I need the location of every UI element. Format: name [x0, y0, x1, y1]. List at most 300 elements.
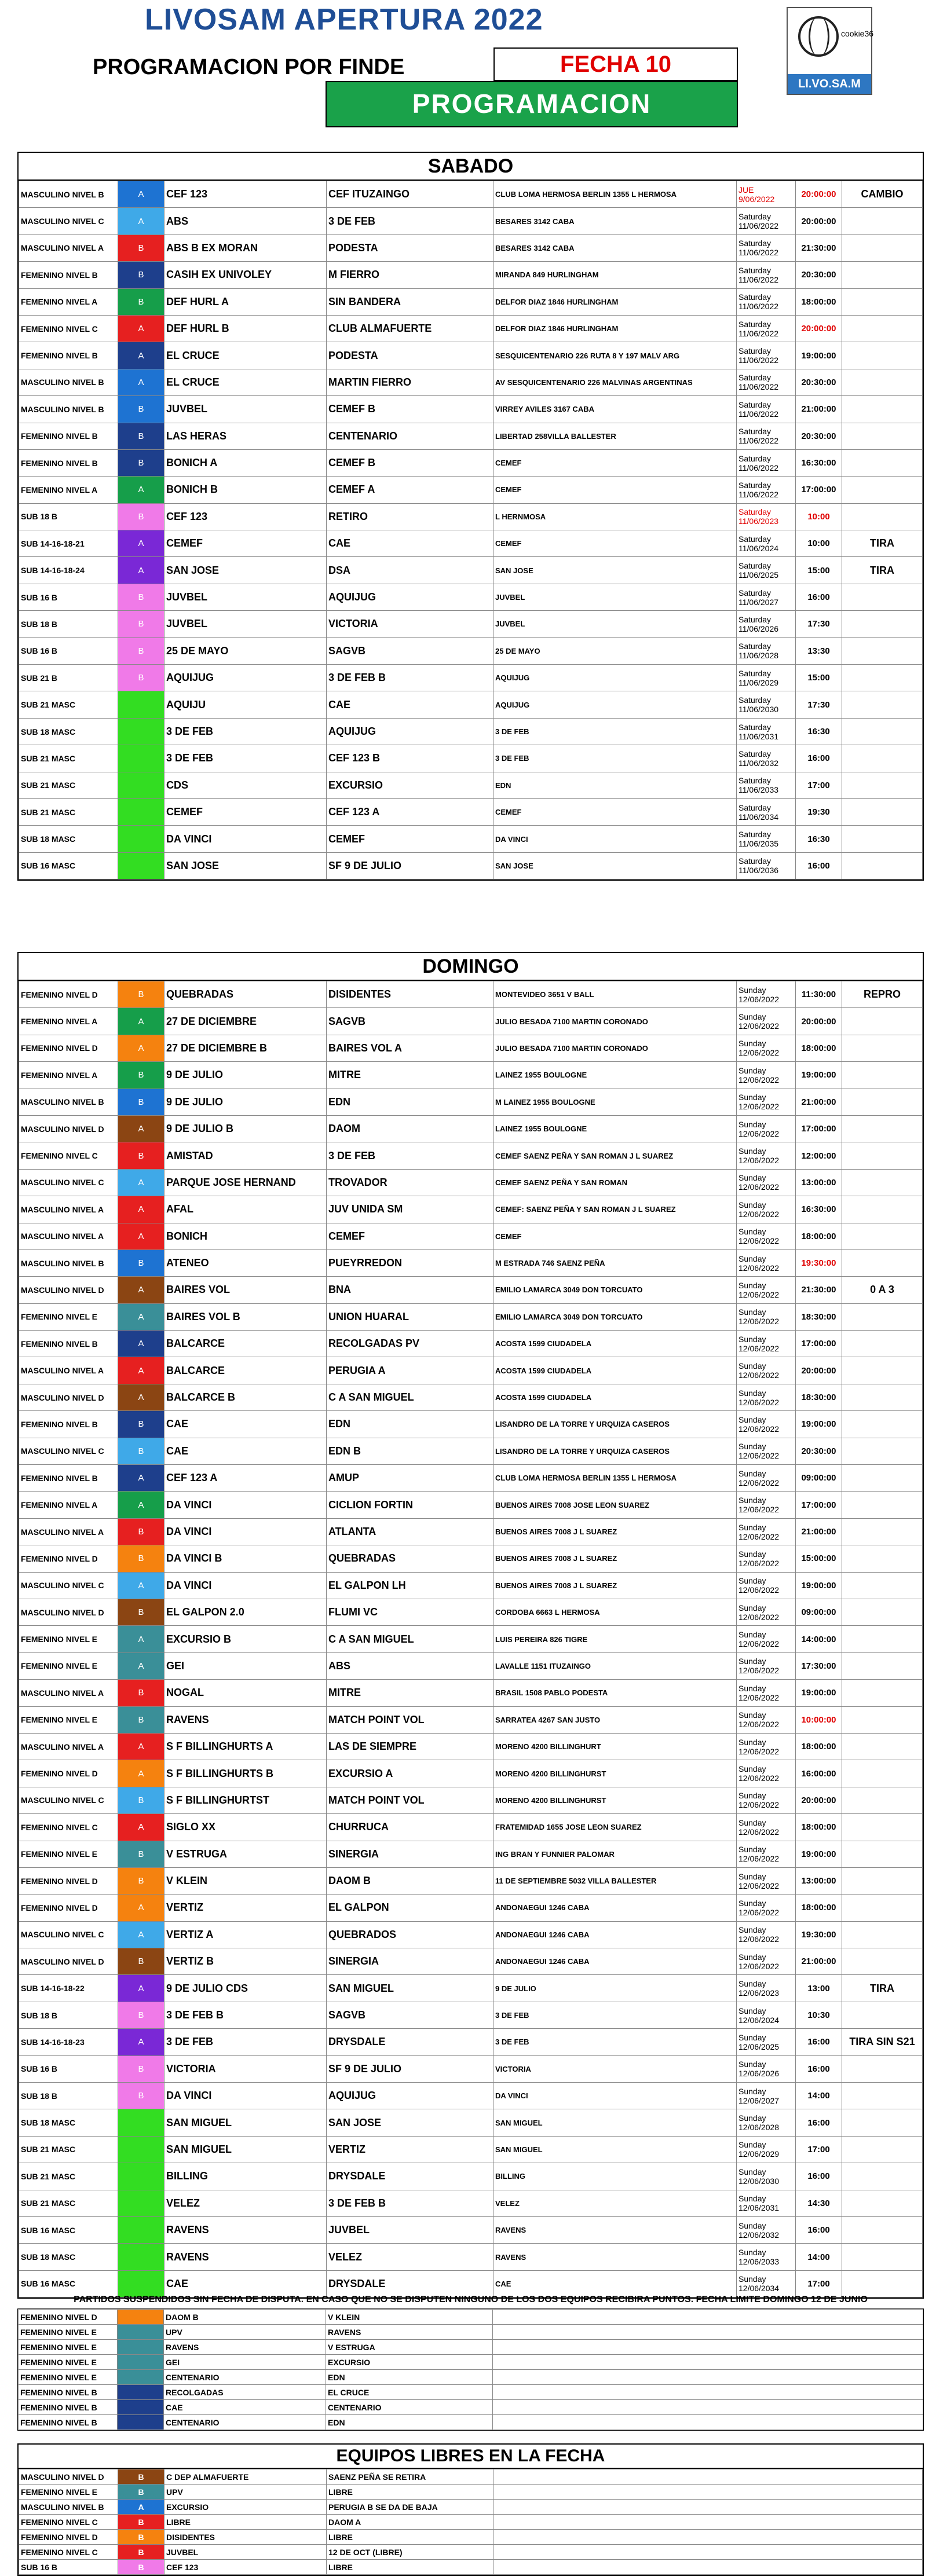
- home-team-cell: BONICH A: [164, 449, 327, 476]
- home-team-cell: VICTORIA: [164, 2055, 327, 2082]
- level-badge: B: [118, 1438, 164, 1464]
- home-team-cell: BALCARCE: [164, 1357, 327, 1384]
- observation-cell: [842, 2002, 923, 2028]
- observation-cell: [842, 1787, 923, 1813]
- league-logo: [787, 7, 872, 95]
- empty-cell: [493, 2310, 923, 2325]
- away-team-cell: CLUB ALMAFUERTE: [327, 315, 493, 342]
- level-badge: B: [118, 1680, 164, 1706]
- venue-cell: CEMEF: [493, 449, 737, 476]
- venue-cell: BUENOS AIRES 7008 J L SUAREZ: [493, 1545, 737, 1572]
- observation-cell: [842, 798, 923, 825]
- home-team-cell: 3 DE FEB B: [164, 2002, 327, 2028]
- away-team-cell: BAIRES VOL A: [327, 1035, 493, 1061]
- pending-matches-section: [17, 2308, 924, 2431]
- date-cell: Saturday 11/06/2031: [737, 718, 796, 745]
- match-row: [19, 1760, 923, 1787]
- category-cell: FEMENINO NIVEL D: [19, 2310, 118, 2325]
- level-badge: A: [118, 315, 164, 342]
- time-cell: 09:00:00: [796, 1465, 842, 1492]
- date-cell: Sunday 12/06/2023: [737, 1975, 796, 2002]
- away-team-cell: SINERGIA: [327, 1841, 493, 1867]
- level-badge: B: [118, 1706, 164, 1733]
- match-row: [19, 503, 923, 530]
- home-team-cell: CEF 123: [164, 181, 327, 208]
- domingo-section: [17, 952, 924, 2299]
- observation-cell: [842, 1115, 923, 1142]
- time-cell: 16:00:00: [796, 1760, 842, 1787]
- venue-cell: BRASIL 1508 PABLO PODESTA: [493, 1680, 737, 1706]
- category-cell: MASCULINO NIVEL C: [19, 1787, 118, 1813]
- level-badge: A: [118, 1303, 164, 1330]
- date-cell: Sunday 12/06/2022: [737, 1089, 796, 1115]
- date-cell: Sunday 12/06/2022: [737, 1895, 796, 1921]
- category-cell: MASCULINO NIVEL D: [19, 1115, 118, 1142]
- category-cell: MASCULINO NIVEL D: [19, 2469, 118, 2485]
- venue-cell: JULIO BESADA 7100 MARTIN CORONADO: [493, 1008, 737, 1035]
- level-badge: A: [118, 181, 164, 208]
- venue-cell: AQUIJUG: [493, 691, 737, 718]
- venue-cell: CEMEF SAENZ PEÑA Y SAN ROMAN: [493, 1169, 737, 1196]
- category-cell: SUB 21 MASC: [19, 2136, 118, 2163]
- level-badge: B: [118, 449, 164, 476]
- match-row: [19, 369, 923, 395]
- match-row: [19, 477, 923, 503]
- time-cell: 19:30: [796, 798, 842, 825]
- date-cell: Sunday 12/06/2022: [737, 1384, 796, 1410]
- category-cell: MASCULINO NIVEL C: [19, 1572, 118, 1599]
- team-b-cell: V KLEIN: [326, 2310, 493, 2325]
- free-teams-table: [19, 2469, 923, 2575]
- observation-cell: [842, 691, 923, 718]
- empty-cell: [493, 2545, 923, 2560]
- venue-cell: FRATEMIDAD 1655 JOSE LEON SUAREZ: [493, 1814, 737, 1841]
- match-row: [19, 1411, 923, 1438]
- time-cell: 19:00:00: [796, 1572, 842, 1599]
- time-cell: 16:00: [796, 852, 842, 879]
- away-team-cell: PODESTA: [327, 234, 493, 261]
- date-cell: Sunday 12/06/2022: [737, 1249, 796, 1276]
- date-cell: Sunday 12/06/2022: [737, 1062, 796, 1089]
- date-cell: Sunday 12/06/2022: [737, 1115, 796, 1142]
- home-team-cell: SAN MIGUEL: [164, 2109, 327, 2136]
- level-badge: B: [118, 2560, 164, 2575]
- venue-cell: M LAINEZ 1955 BOULOGNE: [493, 1089, 737, 1115]
- category-cell: MASCULINO NIVEL B: [19, 2500, 118, 2515]
- date-cell: Sunday 12/06/2022: [737, 1948, 796, 1975]
- level-badge: [118, 2216, 164, 2243]
- away-team-cell: SINERGIA: [327, 1948, 493, 1975]
- venue-cell: CEMEF: SAENZ PEÑA Y SAN ROMAN J L SUAREZ: [493, 1196, 737, 1223]
- date-cell: Sunday 12/06/2022: [737, 1277, 796, 1303]
- away-team-cell: CHURRUCA: [327, 1814, 493, 1841]
- category-cell: MASCULINO NIVEL C: [19, 208, 118, 234]
- level-badge: A: [118, 1223, 164, 1249]
- home-team-cell: SAN JOSE: [164, 557, 327, 584]
- category-cell: SUB 14-16-18-21: [19, 530, 118, 557]
- team-a-cell: GEI: [164, 2355, 326, 2370]
- date-cell: Saturday 11/06/2022: [737, 396, 796, 423]
- level-badge: A: [118, 1357, 164, 1384]
- match-row: [19, 691, 923, 718]
- time-cell: 16:00: [796, 584, 842, 610]
- venue-cell: ANDONAEGUI 1246 CABA: [493, 1921, 737, 1948]
- category-cell: FEMENINO NIVEL D: [19, 1035, 118, 1061]
- level-badge: [118, 2244, 164, 2270]
- category-cell: FEMENINO NIVEL E: [19, 2355, 118, 2370]
- level-color-cell: [118, 2310, 164, 2325]
- time-cell: 13:00:00: [796, 1867, 842, 1894]
- away-team-cell: SAN MIGUEL: [327, 1975, 493, 2002]
- time-cell: 16:00: [796, 2055, 842, 2082]
- match-row: [19, 1008, 923, 1035]
- away-team-cell: JUV UNIDA SM: [327, 1196, 493, 1223]
- match-row: [19, 1223, 923, 1249]
- level-badge: B: [118, 2469, 164, 2485]
- level-badge: [118, 852, 164, 879]
- level-badge: A: [118, 1196, 164, 1223]
- category-cell: SUB 16 B: [19, 2055, 118, 2082]
- away-team-cell: CEF 123 B: [327, 745, 493, 772]
- time-cell: 18:00:00: [796, 1035, 842, 1061]
- home-team-cell: DA VINCI: [164, 1572, 327, 1599]
- match-row: [19, 1196, 923, 1223]
- match-row: [19, 1921, 923, 1948]
- venue-cell: LAVALLE 1151 ITUZAINGO: [493, 1652, 737, 1679]
- away-team-cell: CEMEF B: [327, 396, 493, 423]
- observation-cell: [842, 1223, 923, 1249]
- home-team-cell: ABS B EX MORAN: [164, 234, 327, 261]
- date-cell: Sunday 12/06/2022: [737, 1841, 796, 1867]
- category-cell: SUB 21 MASC: [19, 2190, 118, 2216]
- pending-row: [19, 2400, 923, 2415]
- level-badge: A: [118, 369, 164, 395]
- team-a-cell: JUVBEL: [164, 2545, 327, 2560]
- away-team-cell: SF 9 DE JULIO: [327, 2055, 493, 2082]
- category-cell: MASCULINO NIVEL A: [19, 234, 118, 261]
- category-cell: FEMENINO NIVEL E: [19, 1706, 118, 1733]
- date-cell: Saturday 11/06/2032: [737, 745, 796, 772]
- observation-cell: [842, 1841, 923, 1867]
- venue-cell: BUENOS AIRES 7008 JOSE LEON SUAREZ: [493, 1492, 737, 1518]
- date-cell: Sunday 12/06/2022: [737, 1196, 796, 1223]
- time-cell: 16:30:00: [796, 449, 842, 476]
- category-cell: FEMENINO NIVEL E: [19, 2485, 118, 2500]
- time-cell: 10:30: [796, 2002, 842, 2028]
- team-a-cell: EXCURSIO: [164, 2500, 327, 2515]
- observation-cell: [842, 1545, 923, 1572]
- time-cell: 17:00: [796, 2136, 842, 2163]
- venue-cell: CEMEF: [493, 477, 737, 503]
- away-team-cell: QUEBRADAS: [327, 1545, 493, 1572]
- logo-caption: cookie36: [841, 29, 874, 38]
- match-row: [19, 852, 923, 879]
- time-cell: 17:00:00: [796, 1331, 842, 1357]
- match-row: [19, 798, 923, 825]
- match-row: [19, 2002, 923, 2028]
- level-badge: A: [118, 342, 164, 369]
- category-cell: MASCULINO NIVEL B: [19, 1089, 118, 1115]
- home-team-cell: 3 DE FEB: [164, 718, 327, 745]
- away-team-cell: 3 DE FEB B: [327, 2190, 493, 2216]
- away-team-cell: DRYSDALE: [327, 2163, 493, 2190]
- sabado-section: [17, 152, 924, 881]
- date-cell: Saturday 11/06/2023: [737, 503, 796, 530]
- away-team-cell: PODESTA: [327, 342, 493, 369]
- venue-cell: CLUB LOMA HERMOSA BERLIN 1355 L HERMOSA: [493, 181, 737, 208]
- level-color-cell: [118, 2340, 164, 2355]
- category-cell: MASCULINO NIVEL A: [19, 1223, 118, 1249]
- team-a-cell: RAVENS: [164, 2340, 326, 2355]
- time-cell: 16:00: [796, 2109, 842, 2136]
- free-team-row: [19, 2530, 923, 2545]
- observation-cell: [842, 2055, 923, 2082]
- level-badge: B: [118, 584, 164, 610]
- team-a-cell: LIBRE: [164, 2515, 327, 2530]
- header: [0, 0, 925, 139]
- time-cell: 11:30:00: [796, 981, 842, 1008]
- category-cell: SUB 21 B: [19, 665, 118, 691]
- category-cell: FEMENINO NIVEL E: [19, 1626, 118, 1652]
- level-badge: A: [118, 1733, 164, 1760]
- date-cell: Saturday 11/06/2034: [737, 798, 796, 825]
- venue-cell: JUVBEL: [493, 611, 737, 637]
- observation-cell: [842, 1921, 923, 1948]
- away-team-cell: CEMEF B: [327, 449, 493, 476]
- venue-cell: 9 DE JULIO: [493, 1975, 737, 2002]
- date-cell: Sunday 12/06/2022: [737, 1867, 796, 1894]
- date-cell: Saturday 11/06/2022: [737, 342, 796, 369]
- match-row: [19, 234, 923, 261]
- category-cell: FEMENINO NIVEL C: [19, 1814, 118, 1841]
- venue-cell: M ESTRADA 746 SAENZ PEÑA: [493, 1249, 737, 1276]
- away-team-cell: MITRE: [327, 1680, 493, 1706]
- team-b-cell: EDN: [326, 2370, 493, 2385]
- level-badge: A: [118, 1760, 164, 1787]
- venue-cell: SESQUICENTENARIO 226 RUTA 8 Y 197 MALV ARG: [493, 342, 737, 369]
- home-team-cell: BAIRES VOL: [164, 1277, 327, 1303]
- home-team-cell: PARQUE JOSE HERNAND: [164, 1169, 327, 1196]
- category-cell: FEMENINO NIVEL A: [19, 477, 118, 503]
- level-badge: B: [118, 665, 164, 691]
- time-cell: 18:00:00: [796, 1895, 842, 1921]
- venue-cell: CEMEF: [493, 530, 737, 557]
- empty-cell: [493, 2469, 923, 2485]
- venue-cell: MONTEVIDEO 3651 V BALL: [493, 981, 737, 1008]
- time-cell: 15:00:00: [796, 1545, 842, 1572]
- observation-cell: [842, 1626, 923, 1652]
- observation-cell: [842, 1948, 923, 1975]
- category-cell: SUB 21 MASC: [19, 745, 118, 772]
- observation-cell: [842, 449, 923, 476]
- match-row: [19, 1089, 923, 1115]
- home-team-cell: EXCURSIO B: [164, 1626, 327, 1652]
- date-cell: Sunday 12/06/2022: [737, 1223, 796, 1249]
- level-badge: B: [118, 262, 164, 288]
- observation-cell: [842, 1895, 923, 1921]
- category-cell: SUB 16 MASC: [19, 852, 118, 879]
- away-team-cell: MATCH POINT VOL: [327, 1706, 493, 1733]
- time-cell: 20:30:00: [796, 369, 842, 395]
- category-cell: MASCULINO NIVEL A: [19, 1733, 118, 1760]
- match-row: [19, 2109, 923, 2136]
- time-cell: 19:00:00: [796, 1411, 842, 1438]
- home-team-cell: DA VINCI: [164, 826, 327, 852]
- away-team-cell: 3 DE FEB: [327, 208, 493, 234]
- home-team-cell: 3 DE FEB: [164, 745, 327, 772]
- match-row: [19, 1035, 923, 1061]
- home-team-cell: AQUIJU: [164, 691, 327, 718]
- away-team-cell: EDN: [327, 1089, 493, 1115]
- observation-cell: [842, 1411, 923, 1438]
- time-cell: 15:00: [796, 557, 842, 584]
- match-row: [19, 1680, 923, 1706]
- observation-cell: [842, 637, 923, 664]
- match-row: [19, 342, 923, 369]
- match-row: [19, 1948, 923, 1975]
- venue-cell: JULIO BESADA 7100 MARTIN CORONADO: [493, 1035, 737, 1061]
- home-team-cell: QUEBRADAS: [164, 981, 327, 1008]
- venue-cell: 25 DE MAYO: [493, 637, 737, 664]
- match-row: [19, 1384, 923, 1410]
- venue-cell: DA VINCI: [493, 2083, 737, 2109]
- time-cell: 20:30:00: [796, 1438, 842, 1464]
- away-team-cell: PUEYRREDON: [327, 1249, 493, 1276]
- date-cell: Sunday 12/06/2034: [737, 2270, 796, 2297]
- date-cell: Sunday 12/06/2022: [737, 1008, 796, 1035]
- home-team-cell: CEMEF: [164, 798, 327, 825]
- observation-cell: [842, 1572, 923, 1599]
- observation-cell: [842, 1008, 923, 1035]
- venue-cell: LISANDRO DE LA TORRE Y URQUIZA CASEROS: [493, 1411, 737, 1438]
- sabado-table: [19, 181, 923, 880]
- level-badge: A: [118, 1975, 164, 2002]
- time-cell: 20:00:00: [796, 1008, 842, 1035]
- level-color-cell: [118, 2355, 164, 2370]
- match-row: [19, 772, 923, 798]
- programacion-banner: PROGRAMACION: [326, 81, 738, 127]
- home-team-cell: EL GALPON 2.0: [164, 1599, 327, 1625]
- away-team-cell: DAOM B: [327, 1867, 493, 1894]
- time-cell: 19:00:00: [796, 1841, 842, 1867]
- category-cell: MASCULINO NIVEL C: [19, 1169, 118, 1196]
- level-badge: B: [118, 503, 164, 530]
- match-row: [19, 1706, 923, 1733]
- away-team-cell: 3 DE FEB B: [327, 665, 493, 691]
- observation-cell: [842, 288, 923, 315]
- date-cell: Sunday 12/06/2022: [737, 1438, 796, 1464]
- level-color-cell: [118, 2385, 164, 2400]
- away-team-cell: DRYSDALE: [327, 2270, 493, 2297]
- date-cell: Saturday 11/06/2029: [737, 665, 796, 691]
- date-cell: Saturday 11/06/2022: [737, 477, 796, 503]
- time-cell: 17:00:00: [796, 1115, 842, 1142]
- category-cell: SUB 18 B: [19, 2083, 118, 2109]
- match-row: [19, 745, 923, 772]
- home-team-cell: AFAL: [164, 1196, 327, 1223]
- venue-cell: EDN: [493, 772, 737, 798]
- observation-cell: [842, 342, 923, 369]
- category-cell: FEMENINO NIVEL C: [19, 2545, 118, 2560]
- observation-cell: [842, 772, 923, 798]
- category-cell: MASCULINO NIVEL C: [19, 1921, 118, 1948]
- category-cell: FEMENINO NIVEL E: [19, 2370, 118, 2385]
- home-team-cell: EL CRUCE: [164, 369, 327, 395]
- observation-cell: [842, 1303, 923, 1330]
- date-cell: Sunday 12/06/2026: [737, 2055, 796, 2082]
- home-team-cell: ATENEO: [164, 1249, 327, 1276]
- time-cell: 14:00:00: [796, 1626, 842, 1652]
- away-team-cell: VICTORIA: [327, 611, 493, 637]
- date-cell: Sunday 12/06/2032: [737, 2216, 796, 2243]
- category-cell: SUB 18 MASC: [19, 2244, 118, 2270]
- level-badge: A: [118, 1465, 164, 1492]
- away-team-cell: ABS: [327, 1652, 493, 1679]
- level-badge: B: [118, 637, 164, 664]
- category-cell: FEMENINO NIVEL D: [19, 1760, 118, 1787]
- level-badge: B: [118, 2485, 164, 2500]
- date-cell: Sunday 12/06/2022: [737, 1787, 796, 1813]
- date-cell: Sunday 12/06/2022: [737, 981, 796, 1008]
- home-team-cell: DA VINCI: [164, 1492, 327, 1518]
- time-cell: 20:30:00: [796, 262, 842, 288]
- team-a-cell: CAE: [164, 2400, 326, 2415]
- away-team-cell: AQUIJUG: [327, 2083, 493, 2109]
- observation-cell: [842, 1680, 923, 1706]
- match-row: [19, 665, 923, 691]
- venue-cell: 3 DE FEB: [493, 745, 737, 772]
- pending-row: [19, 2325, 923, 2340]
- match-row: [19, 981, 923, 1008]
- level-badge: A: [118, 1921, 164, 1948]
- category-cell: MASCULINO NIVEL B: [19, 1249, 118, 1276]
- venue-cell: BUENOS AIRES 7008 J L SUAREZ: [493, 1572, 737, 1599]
- free-teams-section: [17, 2443, 924, 2576]
- category-cell: MASCULINO NIVEL D: [19, 1599, 118, 1625]
- free-teams-title: EQUIPOS LIBRES EN LA FECHA: [19, 2445, 923, 2469]
- time-cell: 21:00:00: [796, 1948, 842, 1975]
- level-badge: B: [118, 1518, 164, 1545]
- category-cell: SUB 18 B: [19, 611, 118, 637]
- level-badge: A: [118, 1652, 164, 1679]
- away-team-cell: C A SAN MIGUEL: [327, 1384, 493, 1410]
- away-team-cell: SAN JOSE: [327, 2109, 493, 2136]
- away-team-cell: EL GALPON LH: [327, 1572, 493, 1599]
- time-cell: 09:00:00: [796, 1599, 842, 1625]
- observation-cell: [842, 2109, 923, 2136]
- match-row: [19, 315, 923, 342]
- home-team-cell: LAS HERAS: [164, 423, 327, 449]
- away-team-cell: MATCH POINT VOL: [327, 1787, 493, 1813]
- match-row: [19, 826, 923, 852]
- category-cell: FEMENINO NIVEL B: [19, 342, 118, 369]
- category-cell: FEMENINO NIVEL B: [19, 2400, 118, 2415]
- category-cell: SUB 18 MASC: [19, 826, 118, 852]
- match-row: [19, 2136, 923, 2163]
- home-team-cell: GEI: [164, 1652, 327, 1679]
- time-cell: 18:00:00: [796, 1733, 842, 1760]
- home-team-cell: VERTIZ: [164, 1895, 327, 1921]
- schedule-subtitle: PROGRAMACION POR FINDE: [93, 55, 405, 79]
- domingo-table: [19, 981, 923, 2297]
- category-cell: MASCULINO NIVEL C: [19, 1438, 118, 1464]
- date-cell: Saturday 11/06/2024: [737, 530, 796, 557]
- home-team-cell: CDS: [164, 772, 327, 798]
- away-team-cell: DAOM: [327, 1115, 493, 1142]
- time-cell: 20:00:00: [796, 208, 842, 234]
- venue-cell: ING BRAN Y FUNNIER PALOMAR: [493, 1841, 737, 1867]
- free-team-row: [19, 2485, 923, 2500]
